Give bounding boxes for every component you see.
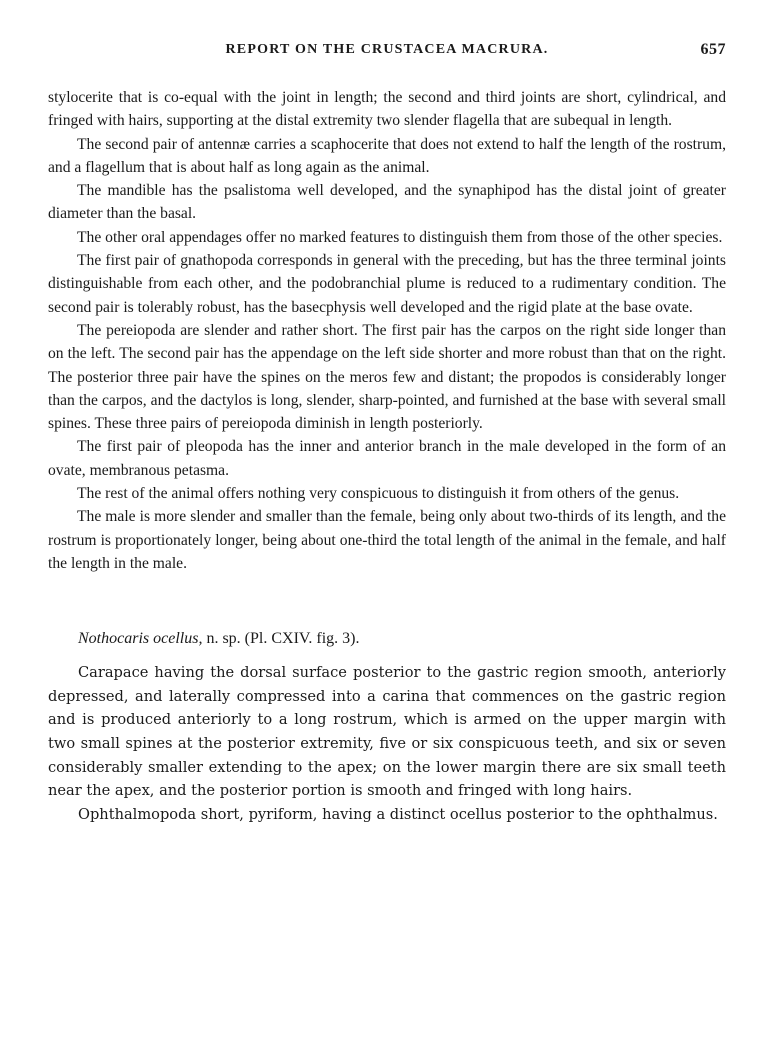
paragraph-second-antennae: The second pair of antennæ carries a scaphocerite that does not extend to half the length of the rostrum, and a flagellum that is about half as long again as the animal. — [48, 135, 726, 176]
species-reference: n. sp. (Pl. CXIV. fig. 3). — [202, 630, 360, 648]
species-name: Nothocaris ocellus, — [78, 630, 203, 648]
paragraph-mandible: The mandible has the psalistoma well developed, and the synaphipod has the distal joint of greater diameter than the basal. — [48, 182, 726, 223]
paragraph-carapace: Carapace having the dorsal surface posterior to the gastric region smooth, anteriorly depressed, and laterally compressed into a carina that commences on the gastric region and is produced anteriorly to a long rostrum, which is armed on the upper margin with two small spines at the posterior extremity, five or six conspicuous teeth, and six or seven considerably smaller extending to the apex; on the lower margin there are six small teeth near the apex, and the posterior portion is smooth and fringed with long hairs. — [48, 664, 726, 800]
page-number: 657 — [700, 41, 726, 58]
paragraph-gnathopoda: The first pair of gnathopoda corresponds in general with the preceding, but has the three terminal joints distinguishable from each other, and the podobranchial plume is reduced to a rudimentary condition. The second pair is tolerably robust, has the basecphysis well developed and the rigid plate at the base ovate. — [48, 252, 726, 316]
species-description — [48, 661, 726, 826]
description-continued — [48, 86, 726, 575]
species-heading — [48, 627, 726, 651]
paragraph-pereiopoda: The pereiopoda are slender and rather short. The first pair has the carpos on the right side longer than on the left. The second pair has the appendage on the left side shorter and more robust than that on the right. The posterior three pair have the spines on the meros few and distant; the propodos is considerably longer than the carpos, and the dactylos is long, slender, sharp-pointed, and furnished at the base with several small spines. These three pairs of pereiopoda diminish in length posteriorly. — [48, 321, 726, 433]
paragraph-male: The male is more slender and smaller than the female, being only about two-thirds of its length, and the rostrum is proportionately longer, being about one-third the total length of the animal in the female, and half the length in the male. — [48, 508, 726, 572]
paragraph-rest-of-animal: The rest of the animal offers nothing very conspicuous to distinguish it from others of the genus. — [77, 485, 680, 503]
page — [48, 42, 726, 826]
running-title: REPORT ON THE CRUSTACEA MACRURA. — [225, 42, 549, 57]
running-header — [48, 42, 726, 66]
paragraph-antennule-continued: stylocerite that is co-equal with the joint in length; the second and third joints are short, cylindrical, and fringed with hairs, supporting at the distal extremity two slender flagella that are subequal in length. — [48, 89, 726, 130]
paragraph-pleopoda: The first pair of pleopoda has the inner and anterior branch in the male developed in the form of an ovate, membranous petasma. — [48, 438, 726, 479]
paragraph-oral-appendages: The other oral appendages offer no marked features to distinguish them from those of the other species. — [77, 228, 723, 246]
paragraph-ophthalmopoda: Ophthalmopoda short, pyriform, having a distinct ocellus posterior to the ophthalmus. — [78, 805, 718, 823]
